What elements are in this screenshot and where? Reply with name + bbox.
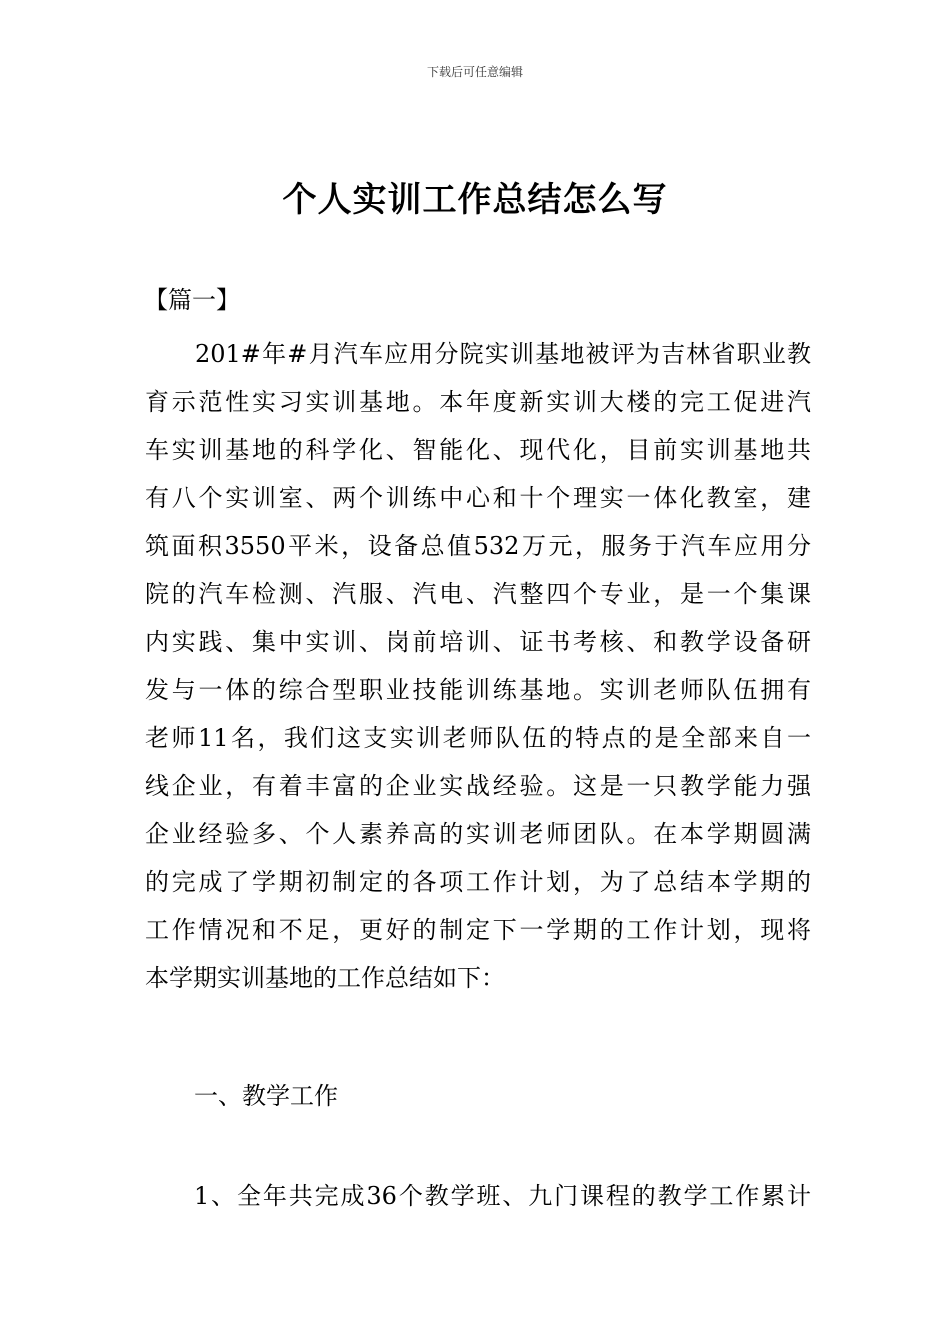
paragraph-line: 院的汽车检测、汽服、汽电、汽整四个专业，是一个集课 (145, 580, 811, 608)
section-heading-teaching: 一、教学工作 (194, 1082, 338, 1110)
list-item: 1、全年共完成36个教学班、九门课程的教学工作累计 (194, 1182, 811, 1210)
paragraph-line: 有八个实训室、两个训练中心和十个理实一体化教室，建 (145, 484, 811, 512)
section-label: 【篇一】 (144, 286, 240, 314)
paragraph-line: 工作情况和不足，更好的制定下一学期的工作计划，现将 (145, 916, 811, 944)
paragraph-line: 201#年#月汽车应用分院实训基地被评为吉林省职业教 (195, 340, 811, 368)
paragraph-line: 筑面积3550平米，设备总值532万元，服务于汽车应用分 (145, 532, 811, 560)
paragraph-line: 企业经验多、个人素养高的实训老师团队。在本学期圆满 (145, 820, 811, 848)
paragraph-line: 车实训基地的科学化、智能化、现代化，目前实训基地共 (145, 436, 811, 464)
paragraph-line: 发与一体的综合型职业技能训练基地。实训老师队伍拥有 (145, 676, 811, 704)
paragraph-line: 老师11名，我们这支实训老师队伍的特点的是全部来自一 (145, 724, 811, 752)
paragraph-line: 育示范性实习实训基地。本年度新实训大楼的完工促进汽 (145, 388, 811, 416)
header-note: 下载后可任意编辑 (426, 65, 523, 79)
paragraph-line: 本学期实训基地的工作总结如下： (145, 964, 505, 992)
page-title: 个人实训工作总结怎么写 (282, 180, 668, 220)
paragraph-line: 线企业，有着丰富的企业实战经验。这是一只教学能力强 (145, 772, 811, 800)
paragraph-line: 内实践、集中实训、岗前培训、证书考核、和教学设备研 (145, 628, 811, 656)
paragraph-line: 的完成了学期初制定的各项工作计划，为了总结本学期的 (145, 868, 811, 896)
body-paragraph (145, 330, 811, 1002)
